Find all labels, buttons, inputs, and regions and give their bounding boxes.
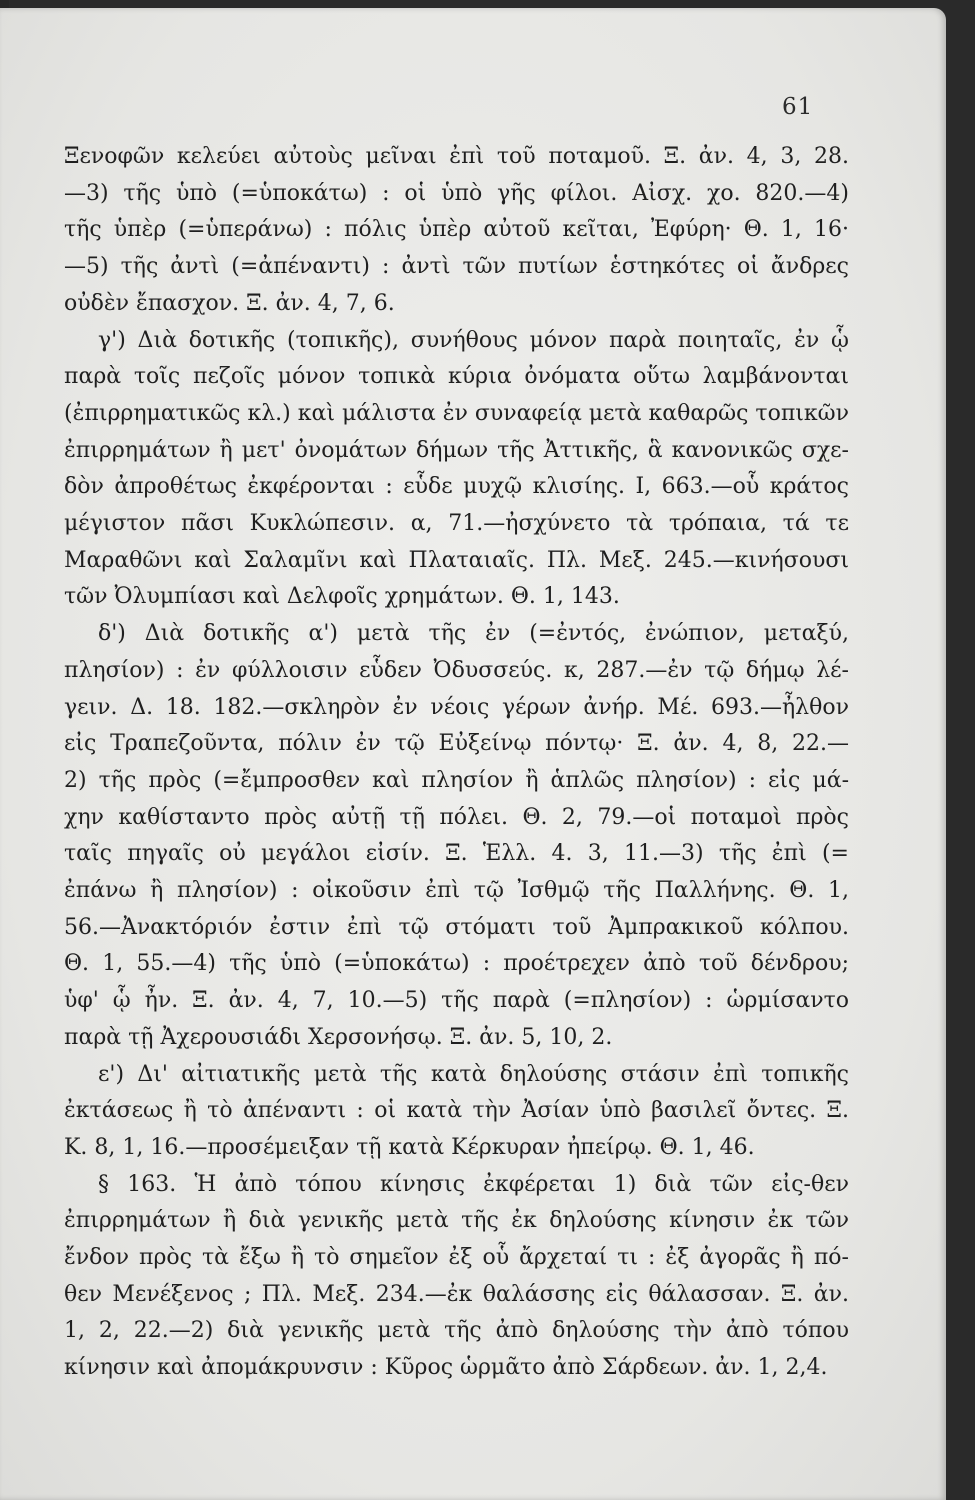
- text-line: —3) τῆς ὑπὸ (=ὑποκάτω) : οἱ ὑπὸ γῆς φίλοι. Αἰσχ. χο. 820.—4): [64, 180, 849, 206]
- text-line: § 163. Ἡ ἀπὸ τόπου κίνησις ἐκφέρεται 1) διὰ τῶν εἰς-θεν: [98, 1171, 849, 1197]
- text-line: ἔνδον πρὸς τὰ ἔξω ἢ τὸ σημεῖον ἐξ οὗ ἄρχεταί τι : ἐξ ἀγορᾶς ἢ πό-: [64, 1245, 849, 1270]
- text-line: 2) τῆς πρὸς (=ἔμπροσθεν καὶ πλησίον ἢ ἁπλῶς πλησίον) : εἰς μά-: [64, 767, 849, 793]
- text-line: μέγιστον πᾶσι Κυκλώπεσιν. α, 71.—ἠσχύνετο τὰ τρόπαια, τά τε: [64, 511, 849, 536]
- paper-sheet: [0, 8, 946, 1500]
- text-line: γ') Διὰ δοτικῆς (τοπικῆς), συνήθους μόνον παρὰ ποιηταῖς, ἐν ᾧ: [98, 327, 849, 353]
- text-line: τῶν Ὀλυμπίασι καὶ Δελφοῖς χρημάτων. Θ. 1, 143.: [64, 584, 620, 610]
- text-line: κίνησιν καὶ ἀπομάκρυνσιν : Κῦρος ὡρμᾶτο ἀπὸ Σάρδεων. ἀν. 1, 2,4.: [64, 1355, 828, 1381]
- text-line: τῆς ὑπὲρ (=ὑπεράνω) : πόλις ὑπὲρ αὐτοῦ κεῖται, Ἐφύρη· Θ. 1, 16·: [64, 217, 849, 243]
- text-line: ἐπιρρημάτων ἢ διὰ γενικῆς μετὰ τῆς ἐκ δηλούσης κίνησιν ἐκ τῶν: [64, 1208, 849, 1234]
- text-line: Μαραθῶνι καὶ Σαλαμῖνι καὶ Πλαταιαῖς. Πλ. Μεξ. 245.—κινήσουσι: [64, 547, 849, 573]
- text-line: παρὰ τοῖς πεζοῖς μόνον τοπικὰ κύρια ὀνόματα οὕτω λαμβάνονται: [64, 364, 849, 390]
- text-line: ἐπάνω ἢ πλησίον) : οἰκοῦσιν ἐπὶ τῷ Ἰσθμῷ τῆς Παλλήνης. Θ. 1,: [64, 878, 849, 903]
- text-line: χην καθίσταντο πρὸς αὐτῇ τῇ πόλει. Θ. 2, 79.—οἱ ποταμοὶ πρὸς: [64, 804, 849, 830]
- text-line: ταῖς πηγαῖς οὐ μεγάλοι εἰσίν. Ξ. Ἑλλ. 4. 3, 11.—3) τῆς ἐπὶ (=: [64, 841, 849, 867]
- text-line: Κ. 8, 1, 16.—προσέμειξαν τῇ κατὰ Κέρκυραν ἠπείρῳ. Θ. 1, 46.: [64, 1134, 755, 1160]
- text-line: θεν Μενέξενος ; Πλ. Μεξ. 234.—ἐκ θαλάσσης εἰς θάλασσαν. Ξ. ἀν.: [64, 1281, 849, 1307]
- text-line: ὑφ' ᾧ ἦν. Ξ. ἀν. 4, 7, 10.—5) τῆς παρὰ (=πλησίον) : ὡρμίσαντο: [64, 988, 849, 1014]
- text-line: δὸν ἀπροθέτως ἐκφέρονται : εὗδε μυχῷ κλισίης. Ι, 663.—οὗ κράτος: [64, 474, 849, 500]
- text-line: Ξενοφῶν κελεύει αὐτοὺς μεῖναι ἐπὶ τοῦ ποταμοῦ. Ξ. ἀν. 4, 3, 28.: [64, 144, 849, 169]
- text-line: 1, 2, 22.—2) διὰ γενικῆς μετὰ τῆς ἀπὸ δηλούσης τὴν ἀπὸ τόπου: [64, 1318, 849, 1344]
- text-line: εἰς Τραπεζοῦντα, πόλιν ἐν τῷ Εὐξείνῳ πόντῳ· Ξ. ἀν. 4, 8, 22.—: [64, 731, 849, 757]
- text-line: Θ. 1, 55.—4) τῆς ὑπὸ (=ὑποκάτω) : προέτρεχεν ἀπὸ τοῦ δένδρου;: [64, 951, 849, 977]
- text-line: πλησίον) : ἐν φύλλοισιν εὗδεν Ὀδυσσεύς. κ, 287.—ἐν τῷ δήμῳ λέ-: [64, 657, 849, 683]
- text-line: οὐδὲν ἔπασχον. Ξ. ἀν. 4, 7, 6.: [64, 290, 395, 316]
- text-line: παρὰ τῇ Ἀχερουσιάδι Χερσονήσῳ. Ξ. ἀν. 5, 10, 2.: [64, 1024, 613, 1050]
- text-line: —5) τῆς ἀντὶ (=ἀπέναντι) : ἀντὶ τῶν πυτίων ἑστηκότες οἱ ἄνδρες: [64, 254, 849, 280]
- text-line: δ') Διὰ δοτικῆς α') μετὰ τῆς ἐν (=ἐντός, ἐνώπιον, μεταξύ,: [98, 621, 849, 647]
- text-line: (ἐπιρρηματικῶς κλ.) καὶ μάλιστα ἐν συναφείᾳ μετὰ καθαρῶς τοπικῶν: [64, 400, 849, 426]
- text-line: ἐπιρρημάτων ἢ μετ' ὀνομάτων δήμων τῆς Ἀττικῆς, ἃ κανονικῶς σχε-: [64, 437, 849, 463]
- text-line: 56.—Ἀνακτόριόν ἐστιν ἐπὶ τῷ στόματι τοῦ Ἀμπρακικοῦ κόλπου.: [64, 914, 849, 940]
- page-number: 61: [782, 94, 814, 120]
- text-line: ε') Δι' αἰτιατικῆς μετὰ τῆς κατὰ δηλούσης στάσιν ἐπὶ τοπικῆς: [98, 1061, 849, 1087]
- text-line: ἐκτάσεως ἢ τὸ ἀπέναντι : οἱ κατὰ τὴν Ἀσίαν ὑπὸ βασιλεῖ ὄντες. Ξ.: [64, 1098, 849, 1124]
- text-line: γειν. Δ. 18. 182.—σκληρὸν ἐν νέοις γέρων ἀνήρ. Μέ. 693.—ἦλθον: [64, 694, 849, 720]
